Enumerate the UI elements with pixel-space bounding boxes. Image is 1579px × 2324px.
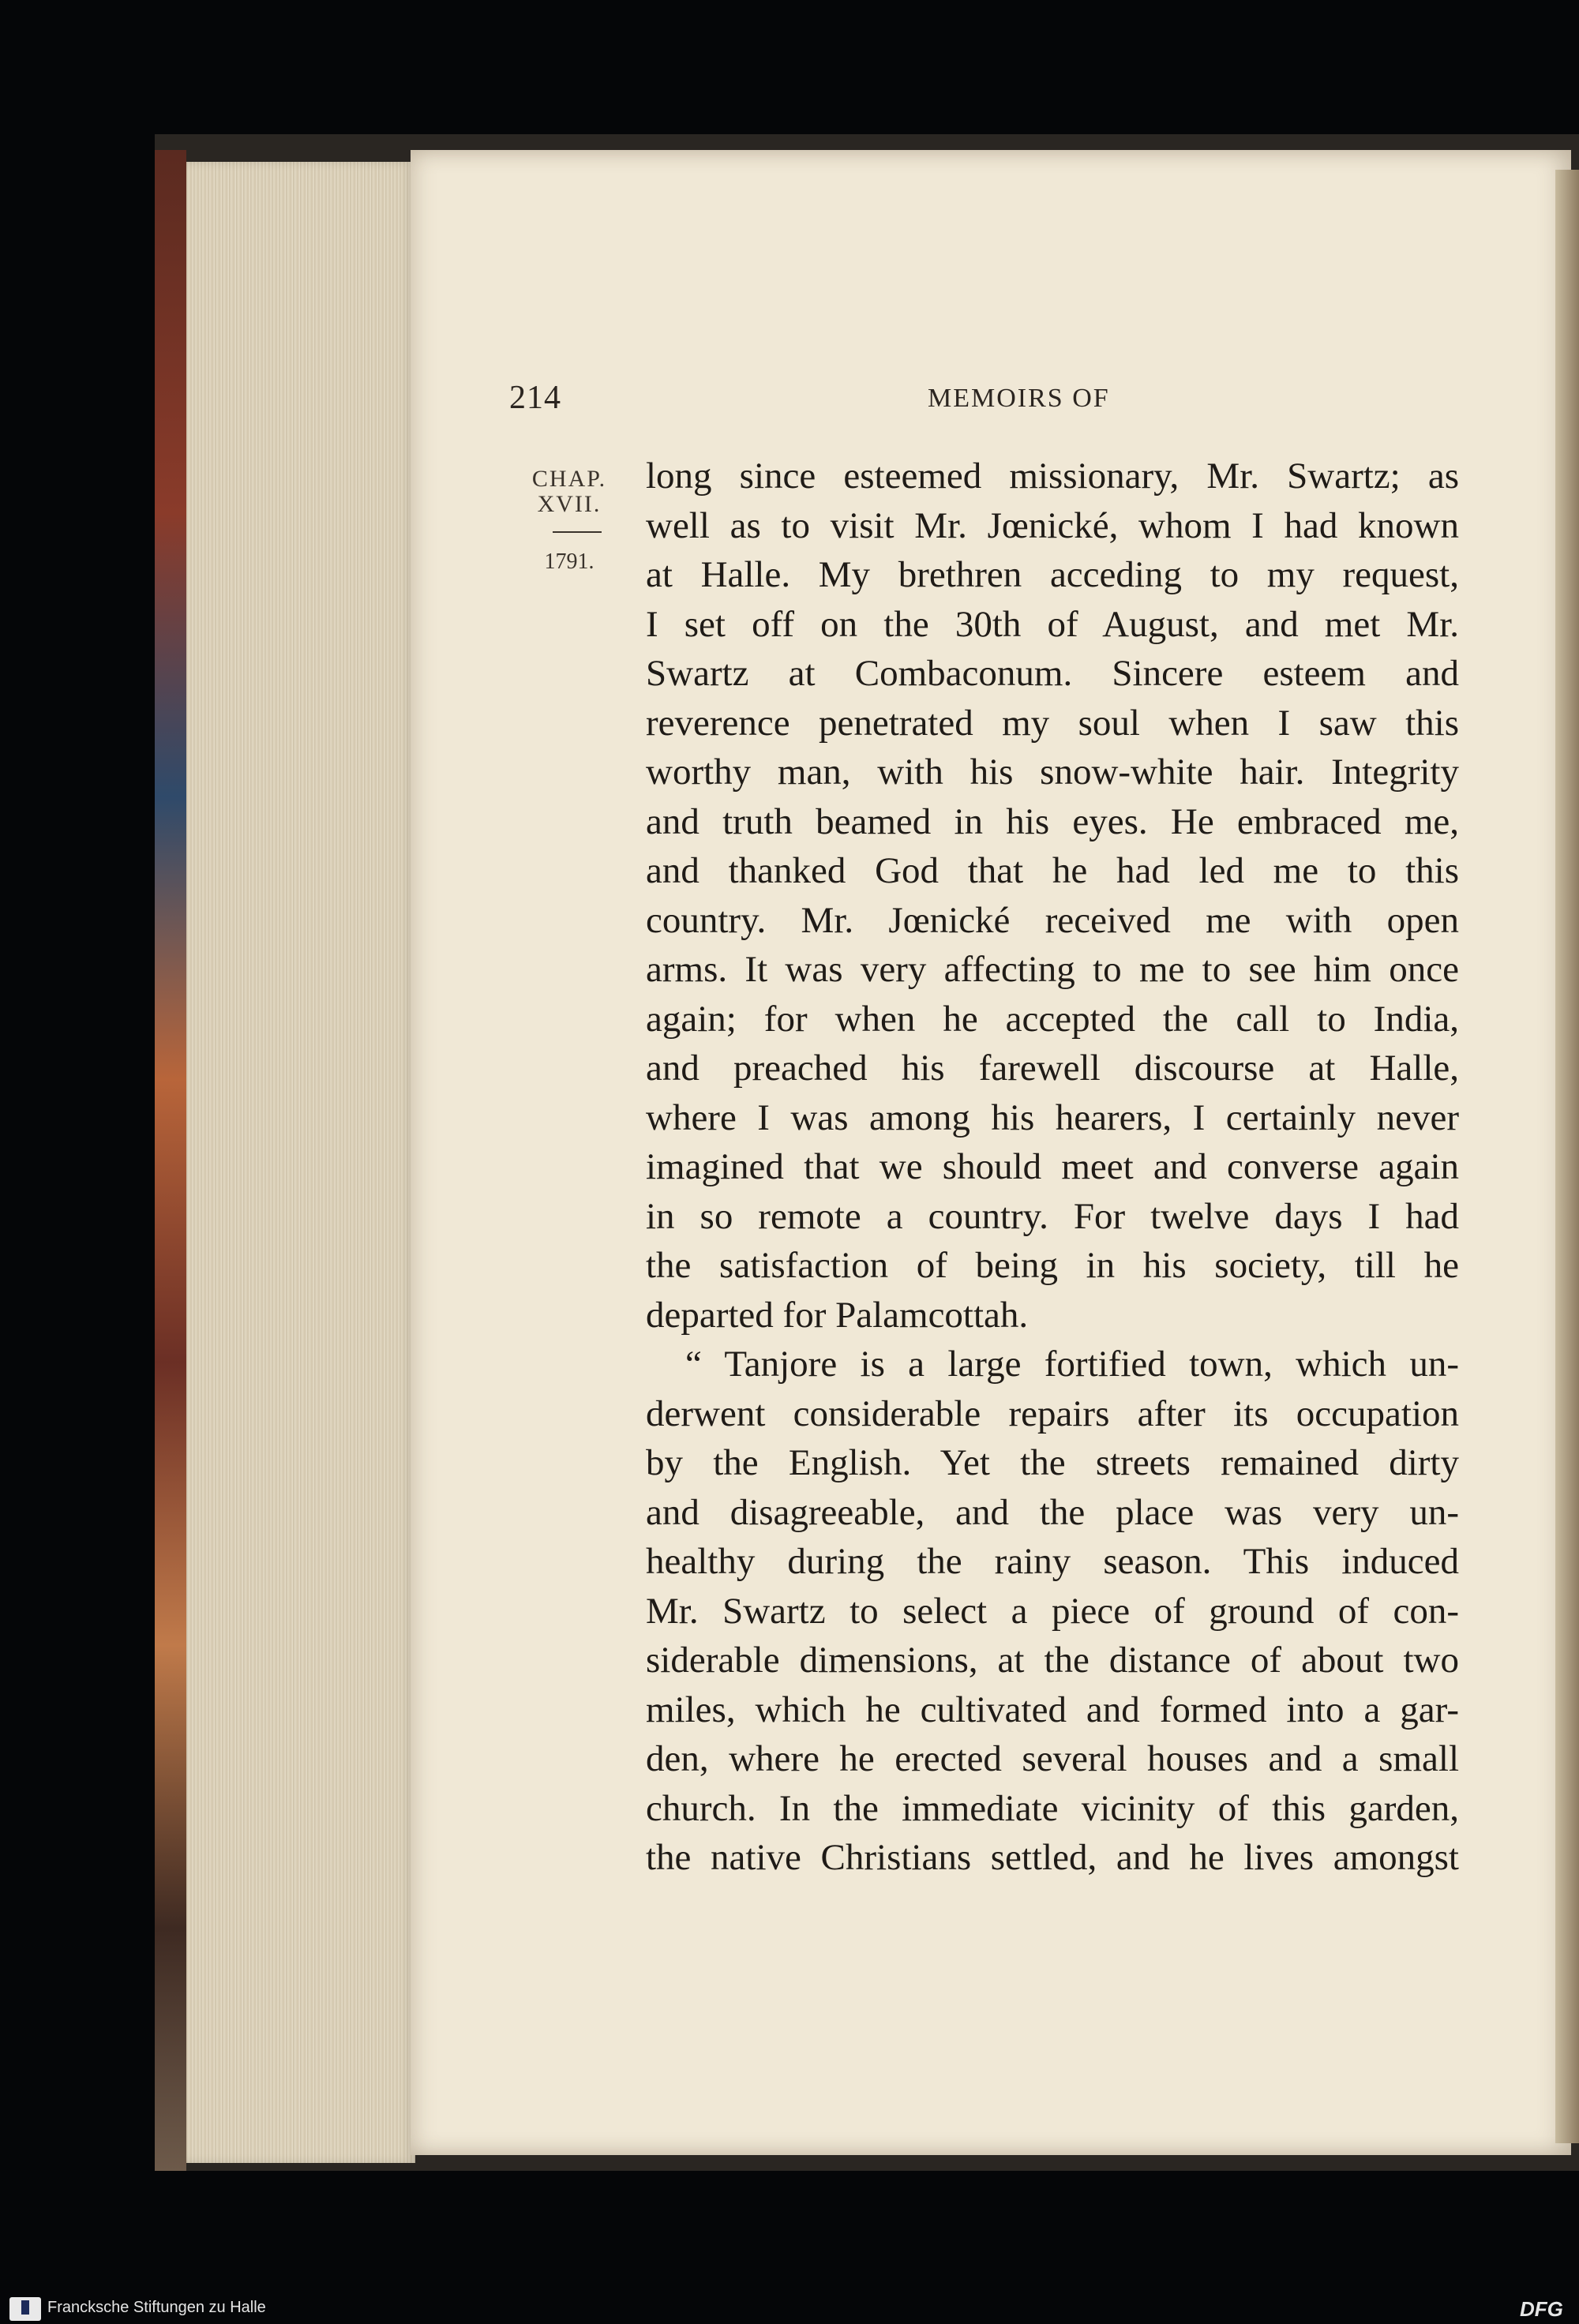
text-line: where I was among his hearers, I certainly never (646, 1096, 1459, 1138)
text-line: at Halle. My brethren acceding to my request, (646, 554, 1459, 595)
margin-year: 1791. (544, 549, 594, 574)
text-line: again; for when he accepted the call to India, (646, 998, 1459, 1040)
text-line: miles, which he cultivated and formed into a gar- (646, 1689, 1459, 1730)
text-line: well as to visit Mr. Jœnické, whom I had known (646, 504, 1459, 546)
text-line: healthy during the rainy season. This induced (646, 1541, 1459, 1582)
text-line: I set off on the 30th of August, and met Mr. (646, 603, 1459, 645)
text-line: arms. It was very affecting to me to see him once (646, 949, 1459, 990)
text-line: church. In the immediate vicinity of this garden, (646, 1787, 1459, 1829)
text-line: the native Christians settled, and he lives amongst (646, 1837, 1459, 1878)
text-line: imagined that we should meet and converse again (646, 1146, 1459, 1187)
text-line: siderable dimensions, at the distance of about two (646, 1640, 1459, 1681)
marbled-cover-edge (155, 150, 186, 2171)
page-block-edges (186, 162, 415, 2163)
body-text (646, 452, 1459, 1883)
text-line: Swartz at Combaconum. Sincere esteem and (646, 653, 1459, 694)
text-line: departed for Palamcottah. (646, 1294, 1029, 1336)
text-line: reverence penetrated my soul when I saw this (646, 702, 1459, 744)
text-line: and thanked God that he had led me to this (646, 850, 1459, 891)
text-line: and truth beamed in his eyes. He embraced me, (646, 800, 1459, 842)
text-line: worthy man, with his snow-white hair. Integrity (646, 752, 1459, 793)
source-label: Francksche Stiftungen zu Halle (47, 2299, 266, 2316)
dfg-logo: DFG (1520, 2297, 1563, 2321)
facing-page-edge (1555, 170, 1579, 2143)
text-line: and disagreeable, and the place was very un- (646, 1491, 1459, 1533)
text-line: long since esteemed missionary, Mr. Swartz; as (646, 455, 1459, 497)
text-line: and preached his farewell discourse at Halle, (646, 1048, 1459, 1089)
running-title: MEMOIRS OF (928, 384, 1110, 413)
institution-logo-icon (9, 2297, 41, 2321)
chapter-number: XVII. (537, 491, 602, 517)
text-line: “ Tanjore is a large fortified town, which un- (685, 1344, 1459, 1385)
text-line: derwent considerable repairs after its occupation (646, 1393, 1459, 1434)
chapter-label: CHAP. (531, 466, 607, 492)
text-line: by the English. Yet the streets remained dirty (646, 1442, 1459, 1483)
text-line: in so remote a country. For twelve days I had (646, 1195, 1459, 1237)
text-line: Mr. Swartz to select a piece of ground of con- (646, 1590, 1459, 1632)
chapter-rule (553, 531, 602, 533)
text-line: country. Mr. Jœnické received me with open (646, 899, 1459, 941)
text-line: the satisfaction of being in his society, till he (646, 1245, 1459, 1286)
page-number: 214 (509, 380, 561, 416)
text-line: den, where he erected several houses and a small (646, 1738, 1459, 1779)
